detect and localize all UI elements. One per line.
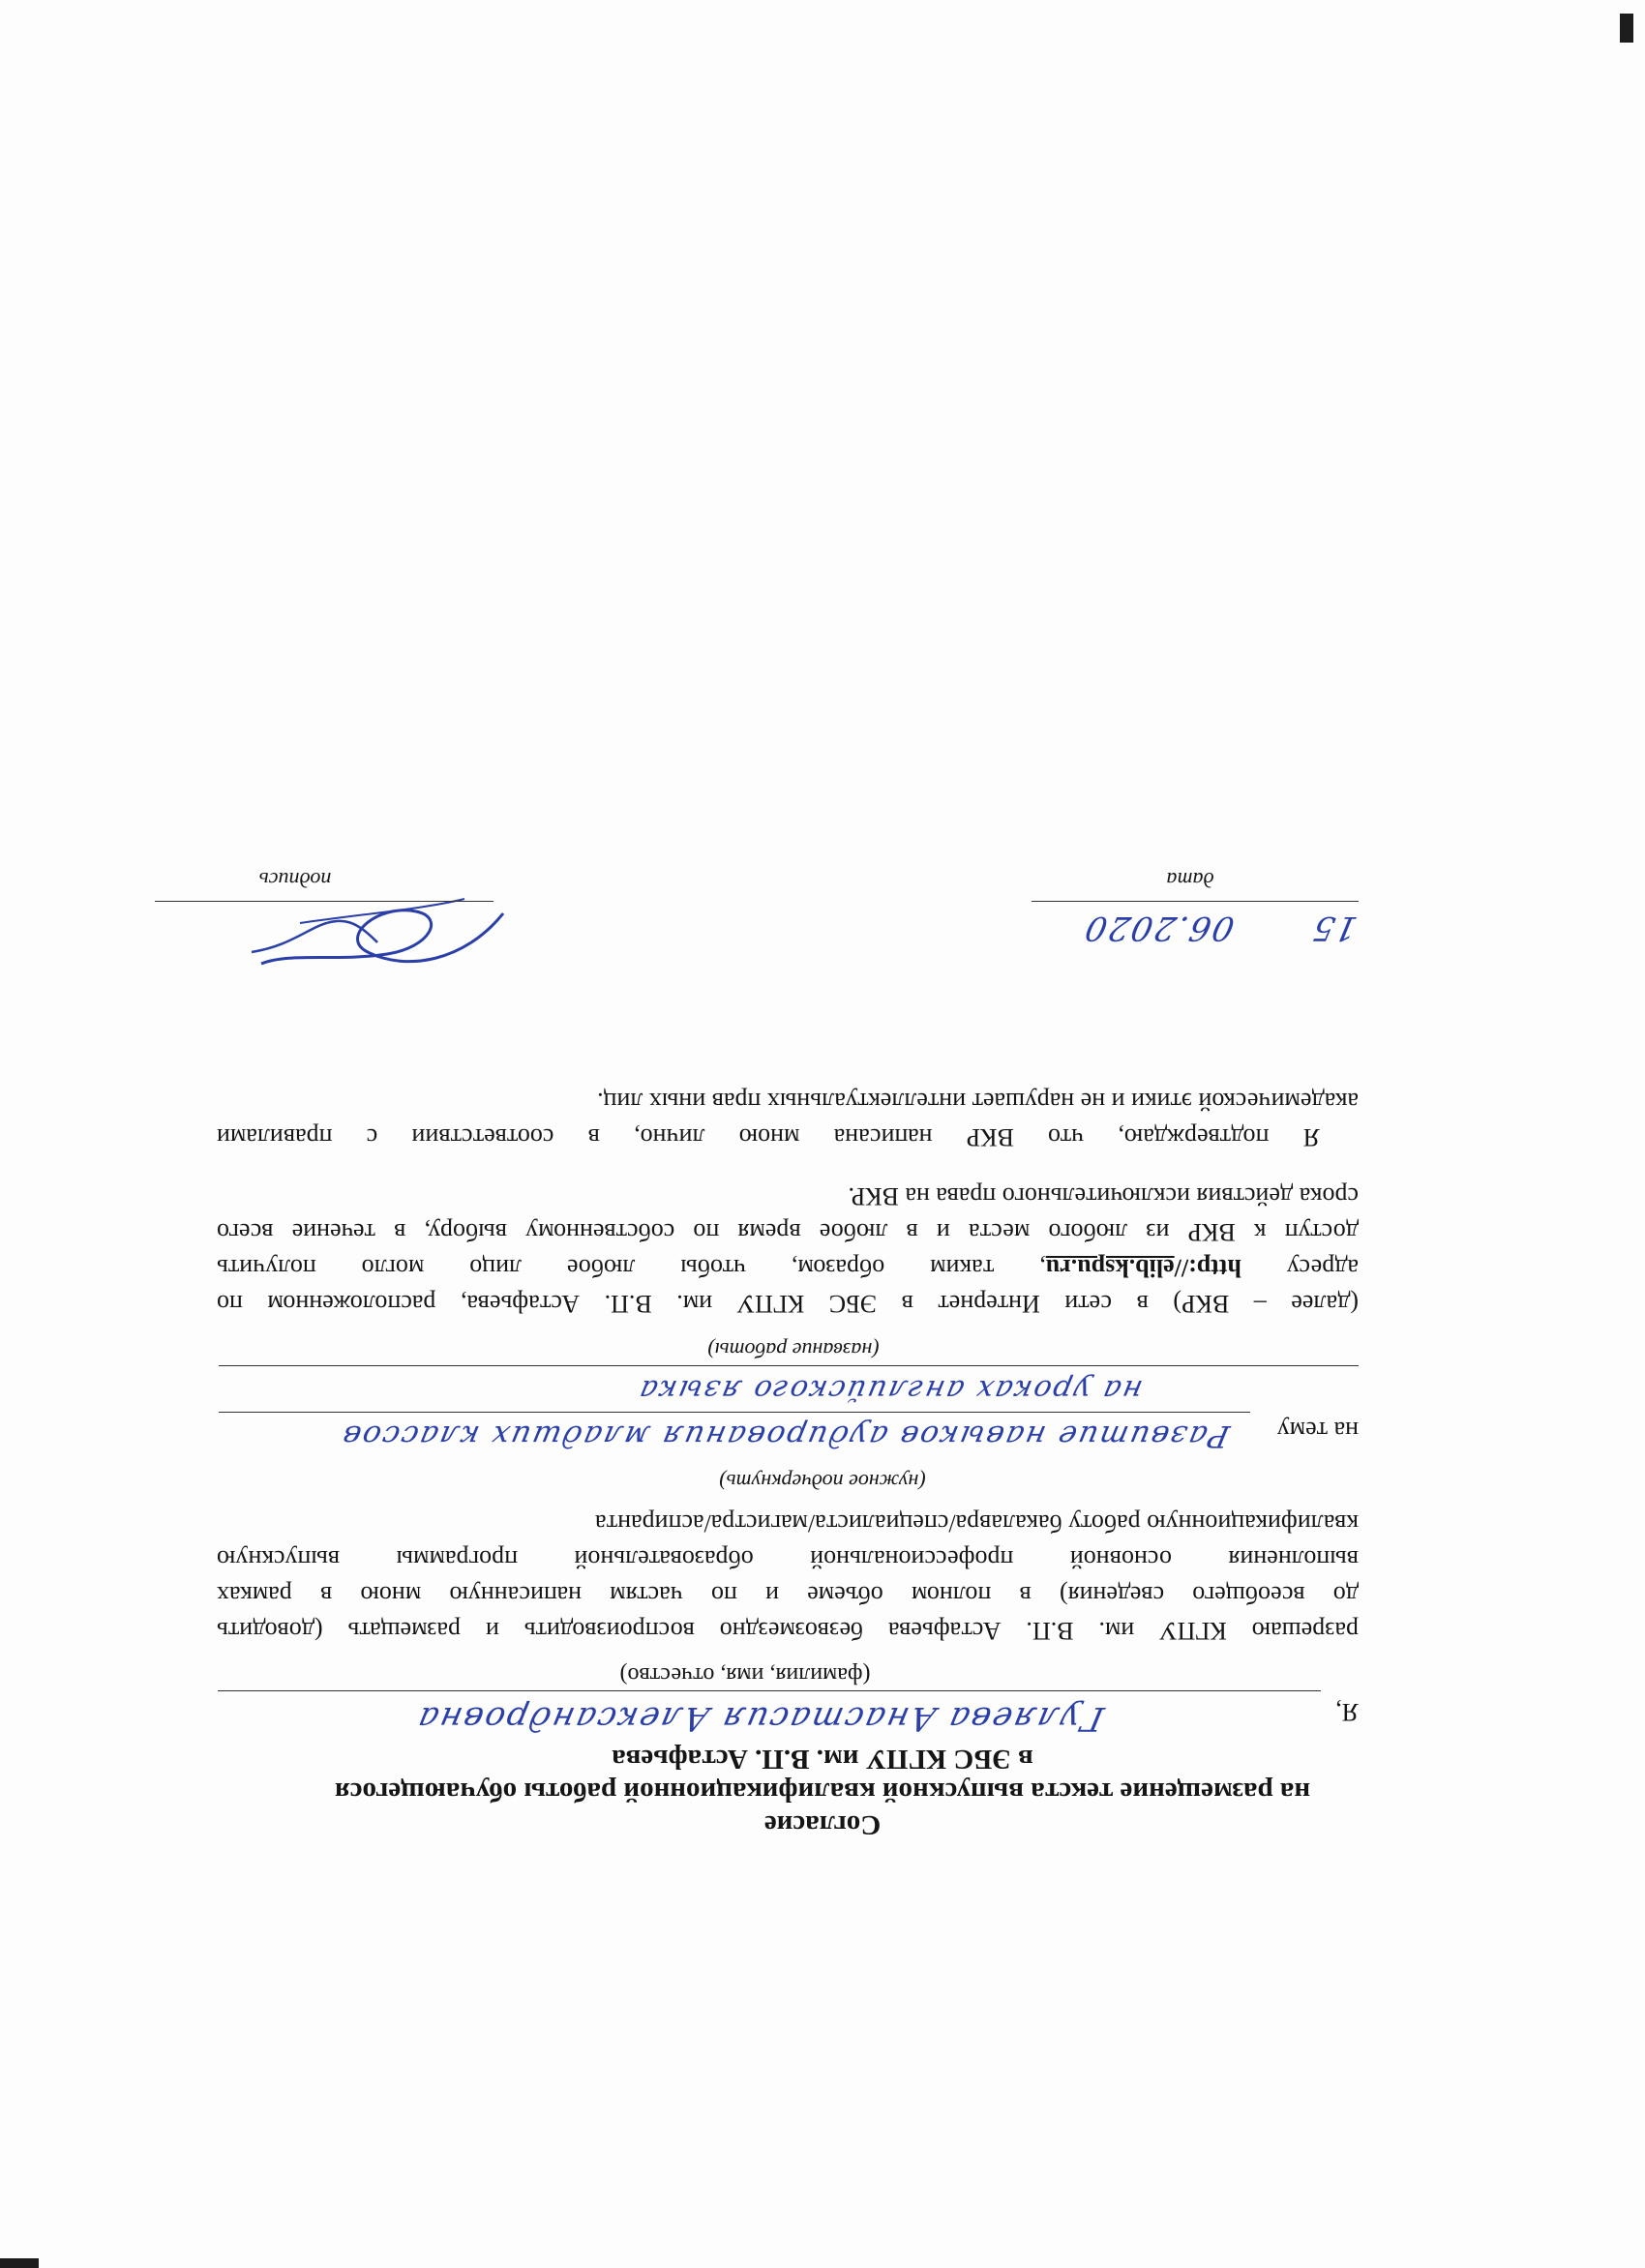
topic-underline-2 [219, 1365, 1359, 1366]
name-underline [218, 1690, 1321, 1691]
para2-address-label: адресу [1286, 1254, 1359, 1282]
title-line-1: Согласие [763, 1809, 882, 1840]
paragraph-publication [217, 1179, 1359, 1322]
date-rest-handwritten [1080, 909, 1238, 947]
para1-line1: разрешаю КГПУ им. В.П. Астафьева безвозмездно воспроизводить и размещать (доводить [217, 1617, 1359, 1645]
date-underline [1032, 901, 1359, 902]
para1-line2: до всеобщего сведения) в полном объеме и по частям написанную мною в рамках [217, 1581, 1359, 1609]
name-caption: (фамилия, имя, отчество) [619, 1662, 871, 1687]
document-title [174, 1743, 1471, 1841]
topic-underline-1 [219, 1412, 1250, 1413]
topic-label: на тему [1276, 1417, 1359, 1445]
paragraph-permission [217, 1506, 1359, 1649]
para3-line2: академической этики и не нарушает интеллектуальных прав иных лиц. [597, 1088, 1359, 1116]
para1-line4: квалификационную работу бакалавра/специалиста/магистра/аспиранта [594, 1509, 1359, 1537]
date-caption: дата [1166, 868, 1214, 892]
signature-caption: подпись [258, 868, 332, 892]
para2-line4: срока действия исключительного права на ВКР. [848, 1182, 1359, 1210]
topic-handwritten-line-1: Развитие навыков аудирования младших классов [337, 1418, 1233, 1453]
name-handwritten: Гуляева Анастасия Александровна [412, 1699, 1108, 1738]
scan-corner-mark [1620, 14, 1633, 43]
signature-underline [155, 901, 494, 902]
para2-line1: (далее – ВКР) в сети Интернет в ЭБС КГПУ им. В.П. Астафьева, расположенном по [217, 1290, 1359, 1318]
paragraph-confirmation [217, 1084, 1359, 1155]
url-protocol: http:// [1174, 1254, 1241, 1282]
para1-line3: выполнения основной профессиональной образовательной программы выпускную [217, 1545, 1359, 1573]
i-label: Я, [1335, 1698, 1359, 1726]
url-host: elib.kspu.ru [1045, 1254, 1175, 1282]
para3-line1: Я подтверждаю, что ВКР написана мною лично, в соответствии с правилами [217, 1123, 1320, 1151]
date-day: 15 [1308, 909, 1361, 947]
title-line-2: на размещение текста выпускной квалификационной работы обучающегося [334, 1776, 1311, 1807]
date-day-handwritten [1308, 909, 1361, 947]
topic-handwritten-line-2: на уроках английского языка [634, 1373, 1146, 1407]
date-month-year: 06.2020 [1080, 909, 1239, 947]
signature-image [232, 884, 523, 981]
para2-line3: доступ к ВКР из любого места и в любое время по собственному выбору, в течение всего [217, 1218, 1359, 1246]
topic-caption: (название работы) [707, 1338, 880, 1362]
title-line-3: в ЭБС КГПУ им. В.П. Астафьева [612, 1744, 1033, 1775]
para2-line2-rest: , таким образом, чтобы любое лицо могло получить [217, 1254, 1046, 1282]
scan-edge-mark [0, 2258, 39, 2268]
underline-caption: (нужное подчеркнуть) [719, 1470, 926, 1494]
para2-line2 [217, 1250, 1359, 1286]
